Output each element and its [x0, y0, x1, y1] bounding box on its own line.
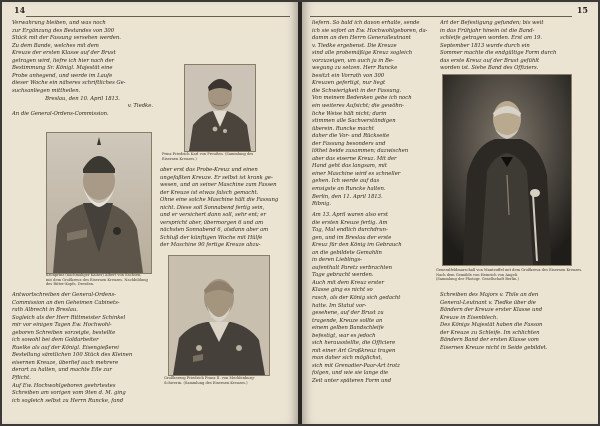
text-line: einer Maschine wird es schneller	[312, 170, 401, 177]
text-line: worden ist. Siehe Band des Offiziers.	[440, 65, 539, 72]
text-line: sind alle probemäßige Kreuz sogleich	[312, 50, 413, 57]
text-line: stimmen alle Sachverständigen	[312, 118, 396, 125]
text-line: nächsten Sonnabend 6, alsdann aber am	[160, 227, 269, 234]
text-line: besitzt ein Vorrath von 300	[312, 72, 385, 79]
caption-line: Eisernen Kreuzes.)	[162, 156, 197, 161]
caption-line: Großherzog Friedrich Franz II. von Mecklenburg-	[164, 376, 255, 380]
text-line: daher die Vor- und Rückseite	[312, 133, 390, 140]
text-line: Auch mit dem Kreuz erster	[312, 279, 384, 286]
text-line: mir vor einigen Tagen Ew. Hochwohl-	[12, 322, 112, 329]
caption-line: Generalfeldmarschall von Manteuffel mit dem Großkreuz des Eisernen Kreuzes.	[436, 268, 583, 272]
text-line: Bändern Band der ersten Klasse vom	[440, 337, 539, 344]
text-line: Commission an den Geheimen Cabinets-	[12, 299, 120, 306]
text-line: die ersten Kreuze fertig. Am	[312, 219, 388, 226]
caption-albert	[46, 273, 152, 287]
text-line: befestigt, war es jedoch	[312, 332, 376, 339]
text-line: Zeit unter späteren Form und	[312, 378, 392, 385]
text-line: Eisernen Kreuze nicht in Seide gebildet.	[440, 344, 548, 351]
text-line: aber das eiserne Kreuz. Mit der	[312, 155, 397, 162]
text-line: ich sie sofort an Ew. Hochwohlgeboren, da-	[312, 27, 428, 34]
text-line: ungefaßten Kreuze. Er selbst ist krank ge-	[160, 174, 273, 181]
caption-friedrich-franz	[164, 376, 294, 385]
text-line: tragende, Kreuze sollte an	[312, 317, 383, 324]
caption-line: Prinz Friedrich Karl von Preußen. (Sammlung des	[162, 152, 254, 156]
text-line: damm an den Herrn Generalleutnant	[312, 35, 411, 42]
text-line: sich mit Grenadier-Paar-Art trotz	[312, 362, 400, 369]
text-line: überein. Runcke macht	[312, 125, 374, 132]
text-line: folgen, und wie sie lange die	[312, 370, 389, 377]
text-line: Des Königs Majestät haben die Fasson	[440, 322, 543, 329]
text-line: General-Leutnant v. Tiedke über die	[440, 299, 536, 306]
text-line: Am 13. April waren also erst	[312, 212, 389, 218]
text-line: gen, und im Breslau der erste	[312, 234, 392, 241]
text-line: Sogleich als der Herr Rittmeister Schinkel	[12, 314, 126, 321]
text-line: in das Frühjahr hinein ist die Band-	[440, 27, 535, 34]
text-column-right-middle	[160, 167, 294, 250]
text-line: Ribnig.	[312, 201, 332, 208]
text-line: Pflicht.	[12, 375, 31, 382]
text-line: aber erst das Probe-Kreuz und einen	[160, 167, 258, 173]
section-heading: An die General-Ordens-Commission.	[12, 110, 109, 117]
page-number-right: 15	[576, 5, 588, 15]
text-line: liche Weise hält nicht; darin	[312, 110, 387, 117]
text-line: Antwortschreiben der General-Ordens-	[12, 292, 116, 298]
text-line: Tage gebracht werden.	[312, 272, 374, 279]
header-rule-left	[26, 6, 290, 17]
portrait-photo-friedrich-franz	[168, 255, 270, 376]
text-line: Stück mit der Fassung versehen werden.	[12, 35, 121, 42]
text-line: getragen wird, liefre ich hier nach der	[12, 57, 115, 64]
text-line: Kreuz für den König im Gebrauch	[312, 242, 402, 249]
text-line: v. Tiedke ergebenst. Die Kreuze	[312, 42, 397, 49]
text-line: gehen. Ich werde auf das	[312, 178, 380, 185]
text-column-right-page-1b	[312, 212, 432, 386]
text-line: rasch, als der König sich gedacht	[312, 295, 401, 302]
text-line: ich sowohl bei dem Goldarbeiter	[12, 337, 99, 344]
text-line: dieser Woche ein näheres schriftliches Ge-	[12, 80, 126, 87]
text-line: Verwahrung bleiben, und was noch	[12, 20, 106, 26]
text-line: sich herausstellte, die Officiere	[312, 340, 396, 347]
text-line: Kreuzen gefertigt, nur liegt	[312, 80, 386, 87]
text-line: an die gebildete Gemahlin	[312, 249, 382, 256]
portrait-photo-friedrich-karl	[184, 64, 256, 152]
caption-line: Nach dem Gemälde von Heinrich von Angeli.	[436, 272, 519, 277]
text-line: Ohne eine solche Maschine hält die Fassung	[160, 197, 279, 204]
text-line: Auf Ew. Hochwohlgeboren geehrtestes	[12, 382, 116, 389]
text-line: ein weiteres Aufsicht; die gewöhn-	[312, 103, 404, 110]
text-line: Schreiben am vorigen vom 9ten d. M. ging	[12, 390, 126, 397]
left-page	[2, 2, 298, 424]
page-number-left: 14	[14, 5, 26, 15]
text-line: löthet beide zusammen; dazwischen	[312, 148, 409, 155]
caption-line: mit dem Großkreuz des Eisernen Kreuzes. Nachbildung	[46, 277, 148, 282]
open-book	[2, 2, 598, 424]
text-line: Berlin, den 11. April 1813.	[312, 193, 383, 200]
text-line: Kreuze der ersten Klasse auf der Brust	[12, 50, 116, 57]
text-line: Probe anhegend, und werde im Laufe	[12, 72, 113, 79]
text-line: Sommer machte die endgültige Form durch	[440, 50, 557, 57]
text-column-left-top	[12, 20, 153, 95]
text-line: Hand geht das langsam, mit	[312, 163, 387, 170]
text-line: Tag, Mal endlich durchdrun-	[312, 227, 388, 234]
text-line: Bestellung sämtlichen 100 Stück des Kleinen	[12, 352, 133, 359]
text-line: rath Albrecht in Breslau.	[12, 307, 78, 314]
text-line: in deren Lieblings-	[312, 257, 362, 264]
text-line: Bestimmung Sr. Königl. Majestät eine	[12, 65, 113, 72]
text-line: nicht. Diese soll Sonnabend fertig sein,	[160, 204, 265, 211]
text-line: zur Ergänzung des Bestandes von 300	[12, 27, 115, 34]
text-line: suchsanliegen mittheilen.	[12, 87, 81, 94]
text-line: Zu dem Bande, welches mit dem	[12, 42, 99, 49]
text-line: Kreuze in Eisenblech.	[440, 314, 498, 321]
text-line: man daher sich möglichst,	[312, 355, 383, 362]
text-line: eisernen Kreuze, überlief auch mehrere	[12, 359, 119, 366]
text-line: September 1813 wurde durch ein	[440, 42, 530, 49]
text-line: und er versichert dann soll, sehr ent; er	[160, 212, 266, 219]
caption-line: des Ritter-Kopfs, Dresden.	[46, 282, 95, 287]
text-line: Schreiben des Majors v. Thile an den	[440, 292, 539, 298]
header-rule-right	[310, 6, 572, 17]
right-page	[302, 2, 598, 424]
text-line: einem gelben Bandschleife	[312, 325, 384, 332]
caption-line: (Sammlung der Photogr. Gesellschaft Berlin.)	[436, 277, 519, 282]
signature-text: v. Tiedke.	[127, 103, 153, 110]
caption-line: Schwerin. (Sammlung des Eisernen Kreuzes.)	[164, 380, 248, 385]
text-column-right-page-1	[312, 20, 432, 209]
text-line: Art der Befestigung gefunden; bis weit	[440, 20, 544, 26]
text-line: hatte. Im Statut vor-	[312, 302, 367, 309]
portrait-painting-manteuffel	[442, 74, 572, 266]
text-column-right-page-2-top	[440, 20, 592, 73]
text-line: geboren Schreiben vorzeigte, bestellte	[12, 329, 116, 336]
text-line: ich sogleich selbst zu Herrn Runcke, fand	[12, 397, 124, 404]
text-line: gesehene, auf der Brust zu	[312, 310, 384, 317]
date-text: Breslau, den 10. April 1813.	[45, 95, 120, 102]
text-line: das erste Kreuz auf der Brust gefühlt	[440, 57, 540, 64]
caption-manteuffel	[436, 268, 596, 282]
text-line: Von meinem Bedenken gebe ich noch	[312, 95, 412, 102]
text-line: Bändern der Kreuze erster Klasse und	[440, 307, 543, 314]
text-line: vorzuzeigen, um auch ja in Be-	[312, 57, 394, 64]
text-line: der Kreuze ist etwas falsch gemacht.	[160, 189, 259, 196]
text-line: die Schwierigkeit in der Fassung.	[312, 87, 402, 94]
caption-friedrich-karl	[162, 152, 292, 161]
text-line: schleife getragen worden. Erst am 19.	[440, 35, 543, 42]
text-line: verspricht aber, übermorgen 6 und am	[160, 219, 264, 226]
text-column-left-bottom	[12, 292, 153, 405]
text-line: aufenthalt Paretz verbrachten	[312, 264, 392, 271]
text-line: mit einer Art Großkreuz tragen	[312, 347, 396, 354]
text-column-right-page-2-bottom	[440, 292, 592, 352]
text-line: Klasse ging es nicht so	[312, 287, 373, 294]
text-line: der Fassung besonders und	[312, 140, 386, 147]
date-line	[12, 96, 153, 119]
text-line: derart zu halten, und machte Eile zur	[12, 367, 112, 374]
text-line: wegung zu setzen. Herr Runcke	[312, 65, 398, 72]
text-line: liefern. So bald ich davon erhalte, sende	[312, 20, 420, 26]
text-line: emsigste an Runcke halten.	[312, 186, 386, 193]
portrait-photo-albert	[46, 132, 152, 274]
text-line: der Maschine 90 fertige Kreuze abzu-	[160, 242, 261, 249]
text-line: der Kreuze zu Schleife. Im schlichten	[440, 329, 540, 336]
text-line: wesen, und an seiner Maschine zum Fassen	[160, 182, 277, 189]
caption-line: Kronprinz (nachmaliger Kaiser) Albert von Sachsen,	[46, 273, 142, 277]
text-line: Ruelke als auf der Königl. Eisengießerei	[12, 344, 119, 351]
text-line: Schluß der künftigen Woche mit Hülfe	[160, 234, 263, 241]
